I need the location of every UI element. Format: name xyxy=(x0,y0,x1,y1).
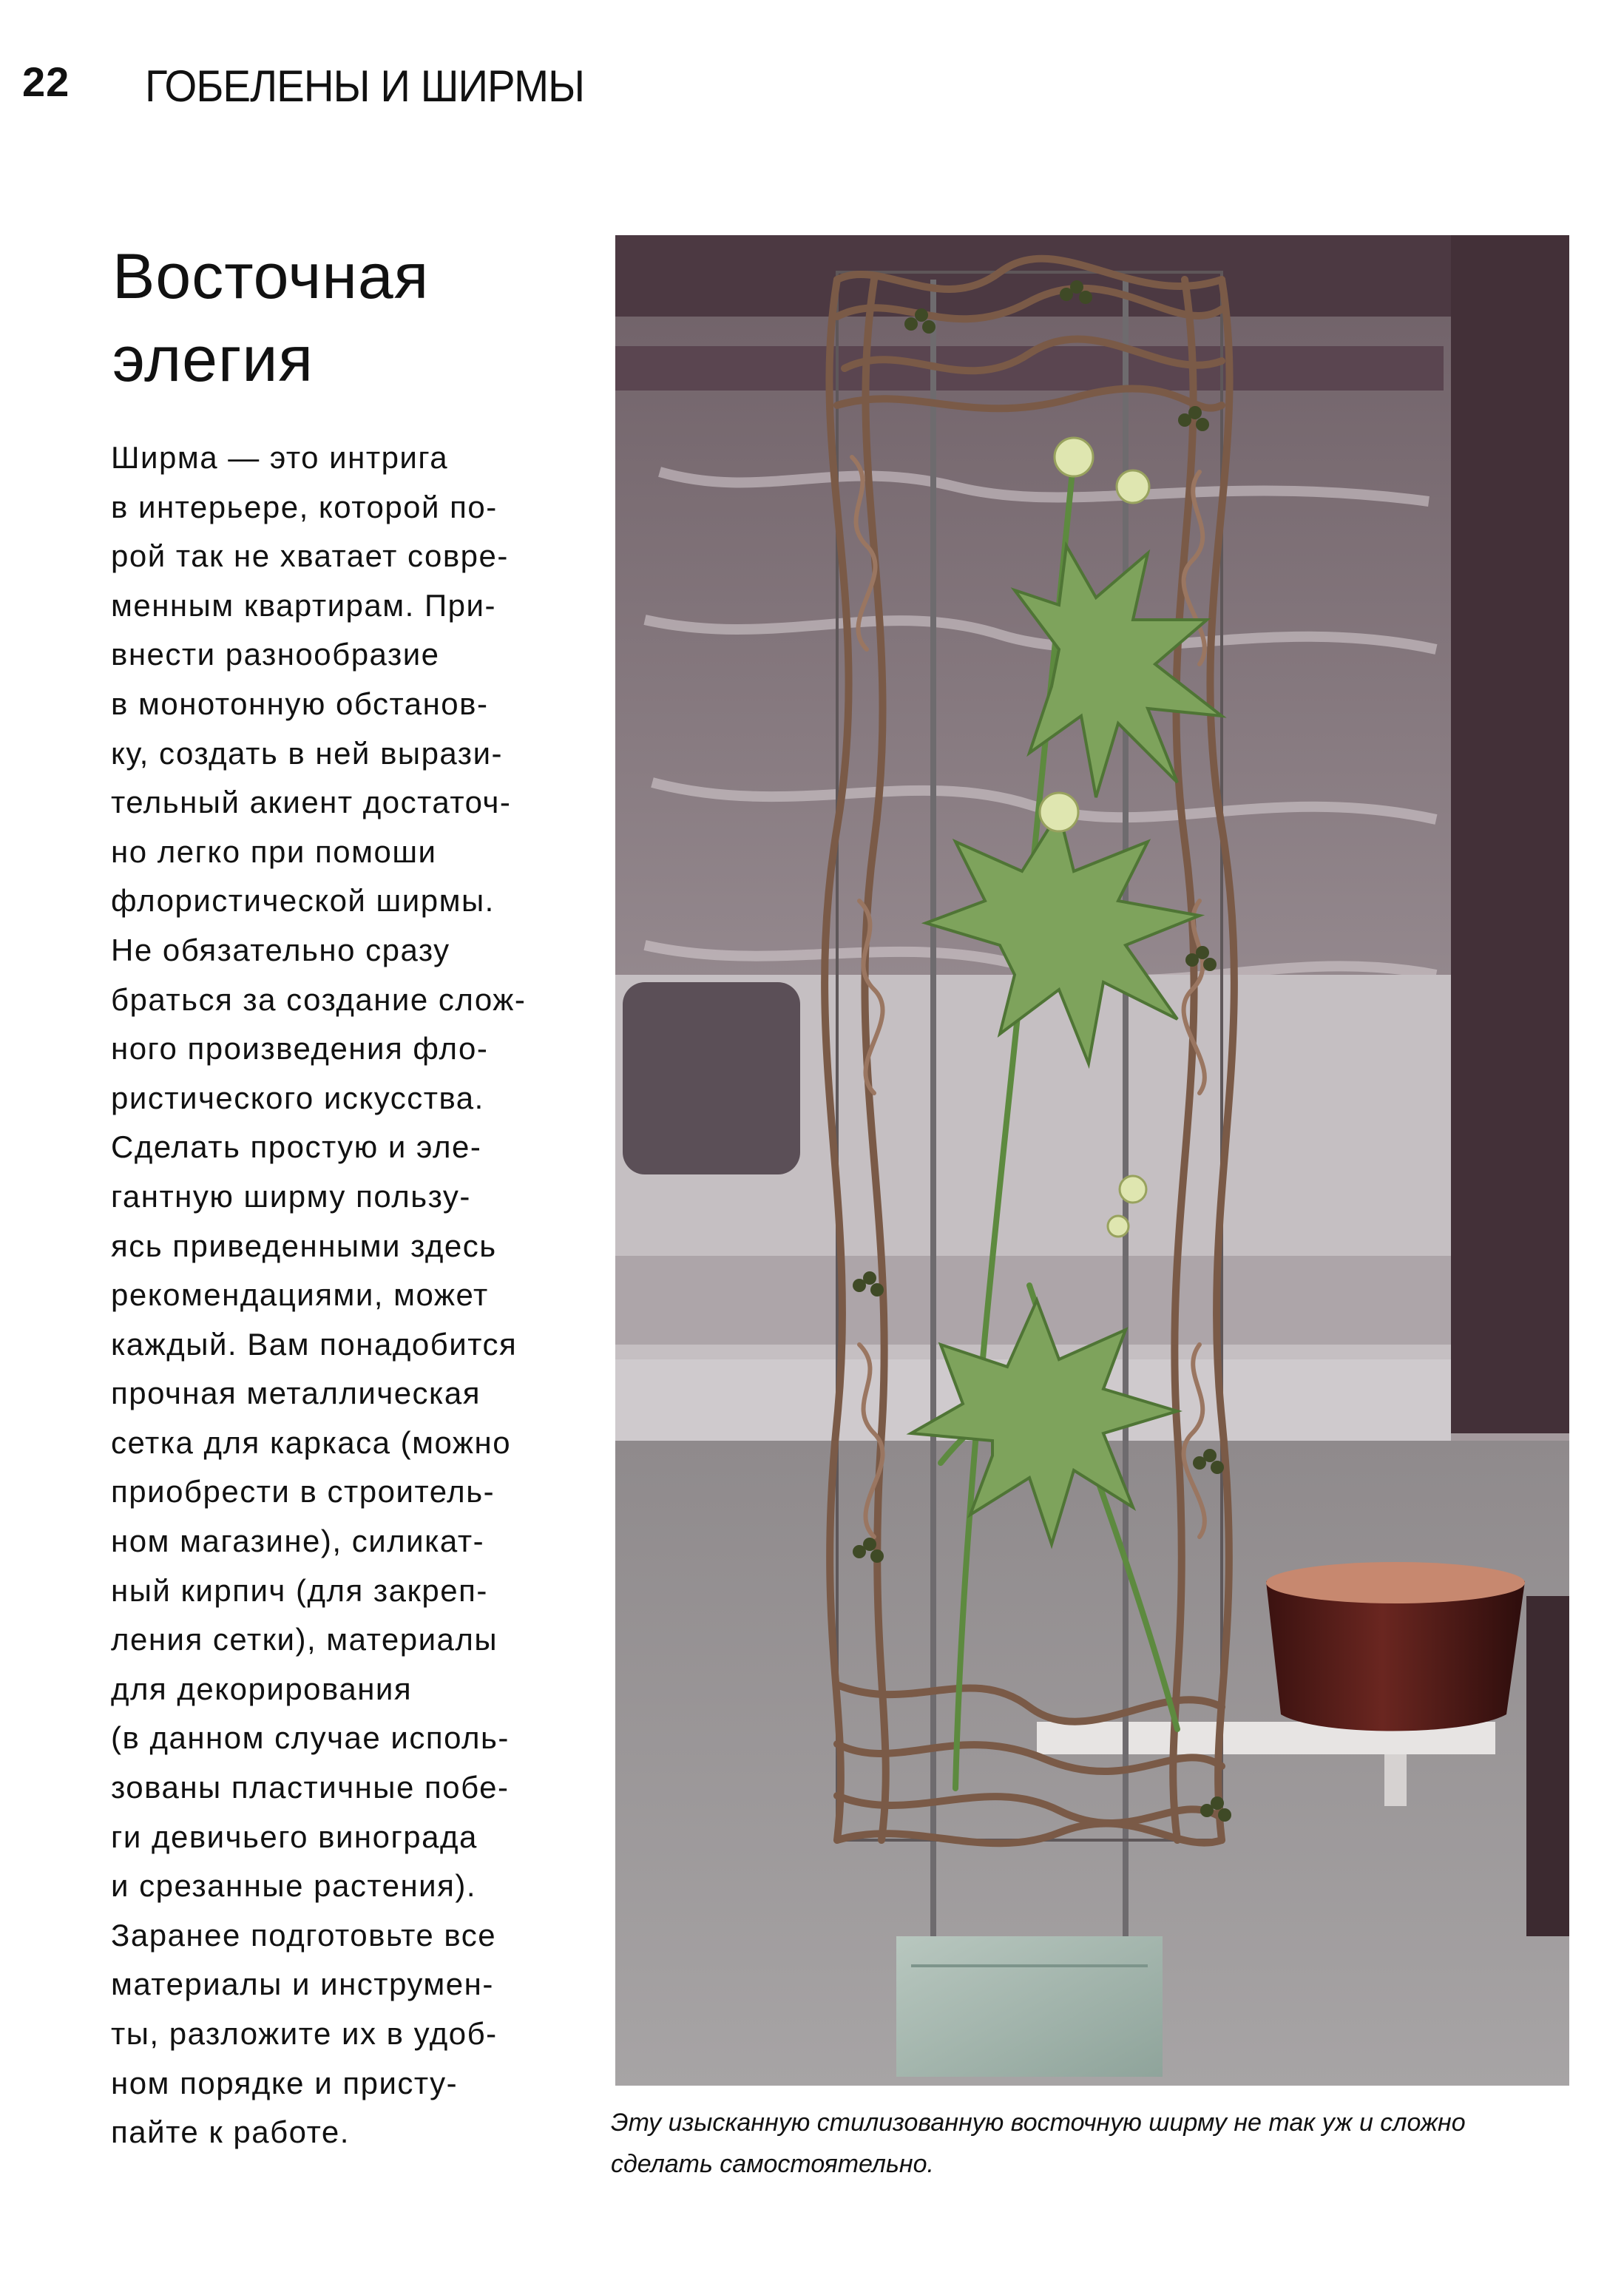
body-line: (в данном случае исполь- xyxy=(111,1720,510,1756)
body-line: ги девичьего винограда xyxy=(111,1819,478,1854)
body-line: Заранее подготовьте все xyxy=(111,1917,497,1953)
figure-caption xyxy=(611,2102,1572,2185)
body-line: прочная металлическая xyxy=(111,1376,481,1411)
body-line: менным квартирам. При- xyxy=(111,587,496,623)
body-line: Сделать простую и эле- xyxy=(111,1129,482,1165)
body-line: ристического искусства. xyxy=(111,1080,484,1115)
page-number: 22 xyxy=(22,58,70,105)
body-line: пайте к работе. xyxy=(111,2114,350,2150)
table-leg xyxy=(1384,1754,1407,1806)
body-line: ты, разложите их в удоб- xyxy=(111,2016,498,2051)
article-title-line: Восточная xyxy=(112,241,430,312)
body-line: рекомендациями, может xyxy=(111,1277,489,1313)
body-line: ясь приведенными здесь xyxy=(111,1228,497,1263)
body-line: в интерьере, которой по- xyxy=(111,489,498,524)
body-line: зованы пластичные побе- xyxy=(111,1770,510,1805)
article-title-line: элегия xyxy=(112,324,314,395)
body-line: каждый. Вам понадобится xyxy=(111,1326,518,1362)
body-line: в монотонную обстанов- xyxy=(111,686,489,721)
article-title xyxy=(112,235,429,401)
side-post xyxy=(1526,1596,1569,1936)
caption-line: сделать самостоятельно. xyxy=(611,2150,934,2178)
body-line: флористической ширмы. xyxy=(111,883,495,919)
article-body xyxy=(111,433,584,2157)
body-line: приобрести в строитель- xyxy=(111,1474,495,1510)
brick-stand xyxy=(896,1936,1163,2077)
caption-line: Эту изысканную стилизованную восточную ширму не так уж и сложно xyxy=(611,2109,1466,2137)
body-line: ном порядке и присту- xyxy=(111,2065,459,2100)
body-line: ный кирпич (для закреп- xyxy=(111,1572,488,1608)
body-line: материалы и инструмен- xyxy=(111,1967,494,2002)
body-line: ку, создать в ней вырази- xyxy=(111,735,504,771)
body-line: и срезанные растения). xyxy=(111,1868,477,1904)
body-line: Не обязательно сразу xyxy=(111,932,450,967)
bed-frame-top xyxy=(615,235,1569,317)
body-line: тельный акиент достаточ- xyxy=(111,785,512,820)
body-line: ном магазине), силикат- xyxy=(111,1524,485,1559)
screen-photo xyxy=(615,235,1569,2086)
bowl-rim xyxy=(1266,1562,1525,1603)
body-line: браться за создание слож- xyxy=(111,981,527,1017)
body-line: ного произведения фло- xyxy=(111,1031,489,1066)
body-line: сетка для каркаса (можно xyxy=(111,1424,512,1460)
body-line: но легко при помоши xyxy=(111,834,437,869)
body-line: для декорирования xyxy=(111,1671,413,1706)
bed-frame-post xyxy=(1451,235,1569,1433)
body-line: внести разнообразие xyxy=(111,637,440,672)
section-title: ГОБЕЛЕНЫ И ШИРМЫ xyxy=(145,61,585,111)
pillow xyxy=(623,982,800,1174)
body-line: Ширма — это интрига xyxy=(111,440,449,475)
body-line: гантную ширму пользу- xyxy=(111,1178,471,1214)
body-line: ления сетки), материалы xyxy=(111,1622,498,1657)
body-line: рой так не хватает совре- xyxy=(111,538,509,574)
